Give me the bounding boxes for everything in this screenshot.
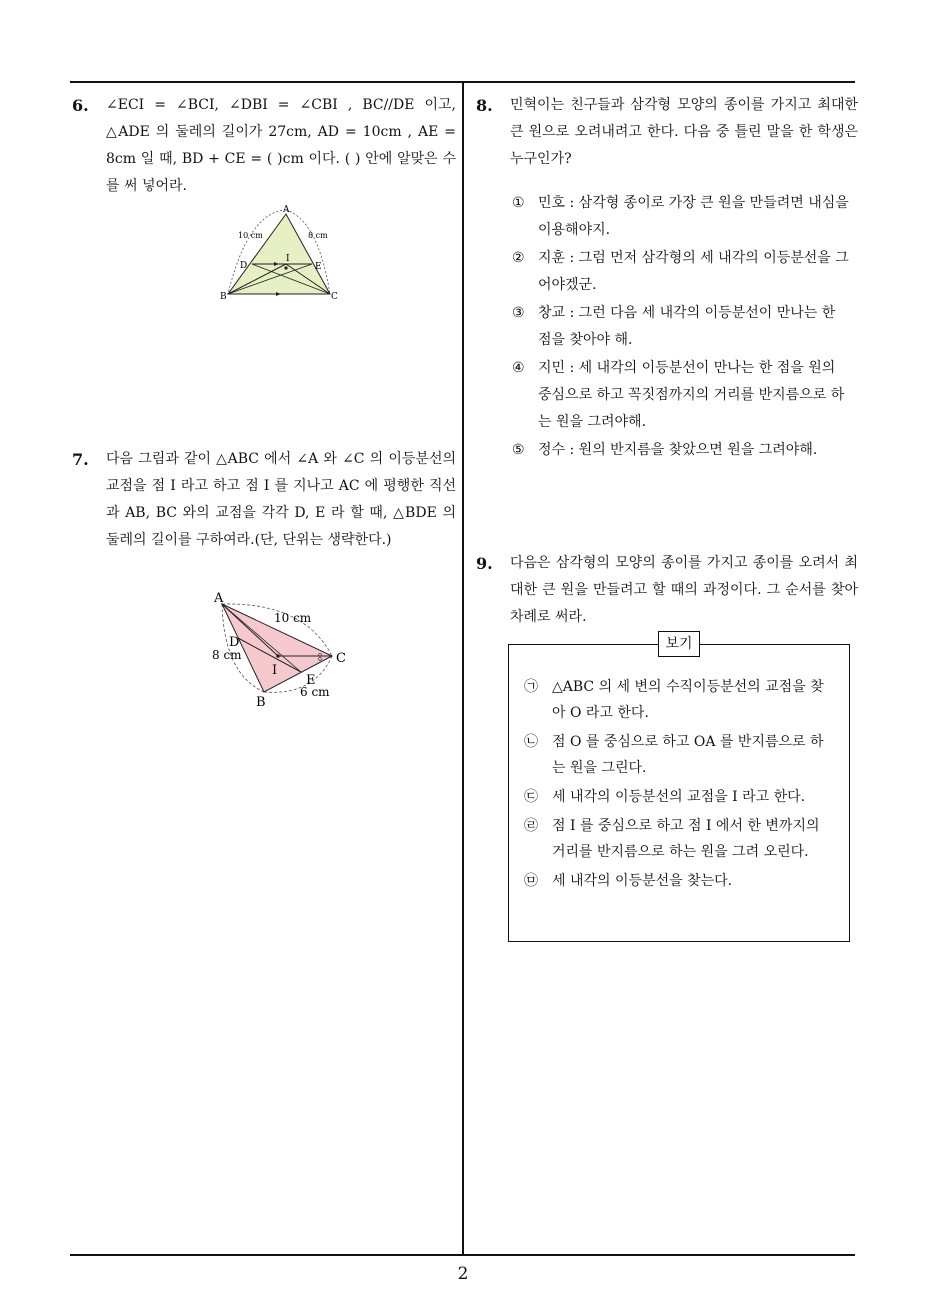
label-d: D (240, 261, 248, 271)
triangle-figure-7 (204, 584, 354, 712)
length-ae: 8 cm (308, 231, 328, 240)
bogi-marker: ㉤ (524, 873, 538, 889)
choice-number: ⑤ (512, 442, 525, 458)
length-ad: 10 cm (238, 231, 263, 240)
bogi-marker: ㉢ (524, 789, 538, 805)
triangle-abc (228, 214, 330, 294)
bogi-marker: ㉡ (524, 734, 538, 750)
choice-item (512, 355, 850, 436)
bogi-text: △ABC 의 세 변의 수직이등분선의 교점을 찾아 O 라고 한다. (552, 679, 824, 721)
label-i: I (286, 254, 290, 264)
problem-7 (72, 446, 456, 554)
bogi-item (524, 784, 836, 810)
choice-text: 지민 : 세 내각의 이등분선이 만나는 한 점을 원의 중심으로 하고 꼭짓점까지의 거리를 반지름으로 하는 원을 그려야해. (538, 360, 845, 430)
problem-text: ∠ECI = ∠BCI, ∠DBI = ∠CBI , BC//DE 이고, △ADE 의 둘레의 길이가 27cm, AD = 10cm , AE = 8cm 일 때, BD + CE = ( )cm 이다. ( ) 안에 알맞은 수를 써 넣어라. (106, 97, 456, 194)
problem-6 (72, 92, 456, 200)
choice-item (512, 300, 850, 354)
bogi-text: 점 O 를 중심으로 하고 OA 를 반지름으로 하는 원을 그린다. (552, 734, 824, 776)
choice-item (512, 190, 850, 244)
bogi-title: 보기 (658, 631, 700, 657)
label-c: C (331, 292, 338, 302)
choice-text: 민호 : 삼각형 종이로 가장 큰 원을 만들려면 내심을 이용해야지. (538, 195, 849, 238)
column-divider (462, 82, 464, 1256)
choice-item (512, 245, 850, 299)
problem-9 (476, 550, 858, 631)
bogi-list (524, 674, 836, 897)
problem-number: 9. (476, 554, 493, 573)
bogi-item (524, 729, 836, 781)
point-i (284, 266, 287, 269)
label-c: C (336, 651, 346, 666)
bogi-marker: ㉠ (524, 679, 538, 695)
problem-text: 다음은 삼각형의 모양의 종이를 가지고 종이를 오려서 최대한 큰 원을 만들려고 할 때의 과정이다. 그 순서를 찾아 차례로 써라. (510, 555, 858, 625)
problem-text: 다음 그림과 같이 △ABC 에서 ∠A 와 ∠C 의 이등분선의 교점을 점 I 라고 하고 점 I 를 지나고 AC 에 평행한 직선과 AB, BC 와의 교점을 각각 D, E 라 할 때, △BDE 의 둘레의 길이를 구하여라.(단, 단위는 생략한다.) (106, 451, 456, 548)
bogi-text: 점 I 를 중심으로 하고 점 I 에서 한 변까지의 거리를 반지름으로 하는 원을 그려 오린다. (552, 818, 820, 860)
problem-text: 민혁이는 친구들과 삼각형 모양의 종이를 가지고 최대한 큰 원으로 오려내려고 한다. 다음 중 틀린 말을 한 학생은 누구인가? (510, 97, 858, 167)
problem-number: 7. (72, 450, 89, 469)
choice-number: ④ (512, 360, 525, 376)
choice-list (512, 190, 850, 465)
bogi-item (524, 674, 836, 726)
bogi-item (524, 868, 836, 894)
label-b: B (256, 695, 266, 710)
choice-item (512, 437, 850, 464)
problem-number: 6. (72, 96, 89, 115)
bogi-text: 세 내각의 이등분선을 찾는다. (552, 873, 733, 889)
length-ab: 8 cm (212, 648, 242, 662)
point-i (276, 654, 280, 658)
problem-number: 8. (476, 96, 493, 115)
bottom-rule (70, 1254, 855, 1256)
choice-number: ① (512, 195, 525, 211)
label-a: A (283, 205, 290, 215)
length-ac: 10 cm (274, 611, 312, 625)
label-e: E (306, 673, 316, 688)
choice-number: ③ (512, 305, 525, 321)
length-bc: 6 cm (300, 685, 330, 699)
label-i: I (272, 663, 278, 678)
choice-text: 창교 : 그런 다음 세 내각의 이등분선이 만나는 한 점을 찾아야 해. (538, 305, 836, 348)
bogi-item (524, 813, 836, 865)
label-a: A (214, 591, 224, 606)
bogi-text: 세 내각의 이등분선의 교점을 I 라고 한다. (552, 789, 806, 805)
choice-text: 정수 : 원의 반지름을 찾았으면 원을 그려야해. (538, 442, 818, 458)
label-b: B (220, 292, 227, 302)
page-number: 2 (457, 1264, 469, 1284)
choice-number: ② (512, 250, 525, 266)
label-e: E (315, 262, 322, 272)
triangle-figure-6 (218, 202, 348, 302)
bogi-marker: ㉣ (524, 818, 538, 834)
label-d: D (229, 635, 240, 650)
choice-text: 지훈 : 그럼 먼저 삼각형의 세 내각의 이등분선을 그어야겠군. (538, 250, 849, 293)
problem-8 (476, 92, 858, 173)
